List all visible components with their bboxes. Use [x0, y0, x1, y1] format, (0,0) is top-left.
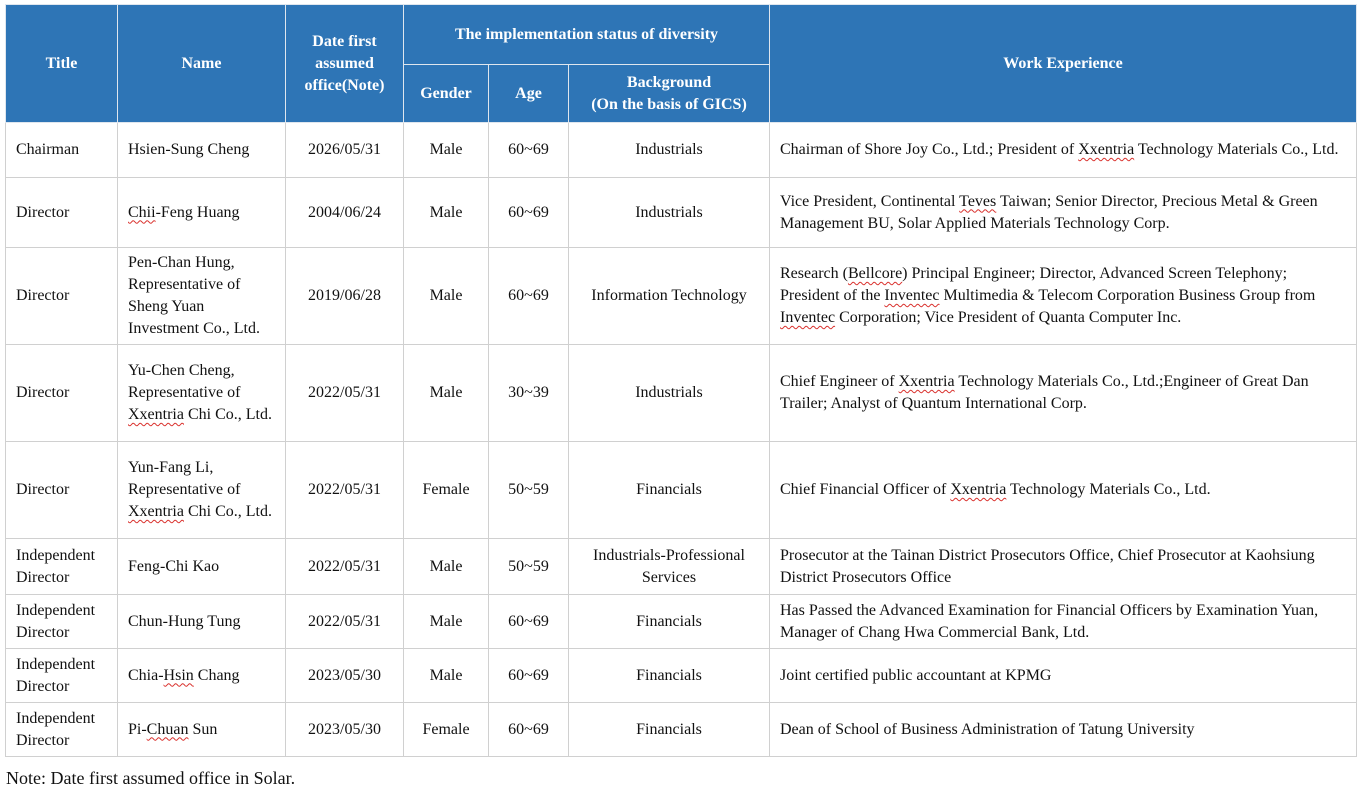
cell-date: 2022/05/31 — [286, 595, 404, 649]
cell-age: 60~69 — [489, 595, 569, 649]
cell-title: Independent Director — [6, 703, 118, 757]
cell-background: Financials — [569, 649, 770, 703]
cell-title: Director — [6, 442, 118, 539]
header-background-label: Background — [626, 73, 712, 91]
header-work-experience: Work Experience — [770, 5, 1357, 123]
table-row — [6, 178, 1357, 248]
table-row — [6, 442, 1357, 539]
cell-gender: Male — [404, 123, 489, 178]
cell-date: 2023/05/30 — [286, 649, 404, 703]
header-diversity-status: The implementation status of diversity — [404, 5, 770, 65]
cell-background: Financials — [569, 595, 770, 649]
table-row — [6, 649, 1357, 703]
cell-gender: Male — [404, 248, 489, 345]
cell-date: 2026/05/31 — [286, 123, 404, 178]
table-row — [6, 248, 1357, 345]
header-date-first-assumed: Date first assumed office(Note) — [286, 5, 404, 123]
cell-date: 2019/06/28 — [286, 248, 404, 345]
cell-title: Chairman — [6, 123, 118, 178]
cell-date: 2004/06/24 — [286, 178, 404, 248]
cell-age: 60~69 — [489, 248, 569, 345]
cell-work-experience: Chief Engineer of Xxentria Technology Materials Co., Ltd.;Engineer of Great Dan Trailer; Analyst of Quantum International Corp. — [770, 345, 1357, 442]
cell-title: Independent Director — [6, 649, 118, 703]
cell-title: Director — [6, 345, 118, 442]
cell-name: Chii-Feng Huang — [118, 178, 286, 248]
cell-name: Hsien-Sung Cheng — [118, 123, 286, 178]
cell-work-experience: Chief Financial Officer of Xxentria Technology Materials Co., Ltd. — [770, 442, 1357, 539]
footnote: Note: Date first assumed office in Solar. — [6, 768, 296, 788]
cell-work-experience: Has Passed the Advanced Examination for Financial Officers by Examination Yuan, Manager of Chang Hwa Commercial Bank, Ltd. — [770, 595, 1357, 649]
table-header — [6, 5, 1357, 123]
cell-name: Pi-Chuan Sun — [118, 703, 286, 757]
cell-date: 2022/05/31 — [286, 442, 404, 539]
header-background-basis: (On the basis of GICS) — [591, 95, 747, 113]
cell-title: Independent Director — [6, 539, 118, 595]
table-row — [6, 539, 1357, 595]
table-row — [6, 703, 1357, 757]
cell-date: 2022/05/31 — [286, 345, 404, 442]
cell-age: 60~69 — [489, 649, 569, 703]
header-title: Title — [6, 5, 118, 123]
cell-age: 50~59 — [489, 539, 569, 595]
cell-work-experience: Prosecutor at the Tainan District Prosecutors Office, Chief Prosecutor at Kaohsiung District Prosecutors Office — [770, 539, 1357, 595]
cell-age: 30~39 — [489, 345, 569, 442]
cell-title: Director — [6, 178, 118, 248]
cell-background: Financials — [569, 703, 770, 757]
cell-background: Industrials — [569, 123, 770, 178]
cell-background: Financials — [569, 442, 770, 539]
header-background — [569, 65, 770, 123]
header-name: Name — [118, 5, 286, 123]
cell-background: Information Technology — [569, 248, 770, 345]
cell-name: Feng-Chi Kao — [118, 539, 286, 595]
cell-age: 60~69 — [489, 123, 569, 178]
table-row — [6, 345, 1357, 442]
cell-date: 2022/05/31 — [286, 539, 404, 595]
cell-background: Industrials — [569, 178, 770, 248]
cell-work-experience: Research (Bellcore) Principal Engineer; Director, Advanced Screen Telephony; President of the Inventec Multimedia & Telecom Corporation Business Group from Inventec Corporation; Vice President of Quanta Computer Inc. — [770, 248, 1357, 345]
table-row — [6, 595, 1357, 649]
cell-work-experience: Dean of School of Business Administration of Tatung University — [770, 703, 1357, 757]
cell-name: Pen-Chan Hung, Representative of Sheng Yuan Investment Co., Ltd. — [118, 248, 286, 345]
cell-date: 2023/05/30 — [286, 703, 404, 757]
cell-gender: Male — [404, 345, 489, 442]
cell-title: Director — [6, 248, 118, 345]
cell-gender: Male — [404, 539, 489, 595]
cell-gender: Male — [404, 649, 489, 703]
cell-gender: Male — [404, 178, 489, 248]
cell-title: Independent Director — [6, 595, 118, 649]
cell-name: Yu-Chen Cheng, Representative of Xxentria Chi Co., Ltd. — [118, 345, 286, 442]
cell-gender: Female — [404, 703, 489, 757]
cell-age: 60~69 — [489, 703, 569, 757]
cell-name: Yun-Fang Li, Representative of Xxentria Chi Co., Ltd. — [118, 442, 286, 539]
cell-work-experience: Joint certified public accountant at KPMG — [770, 649, 1357, 703]
header-age: Age — [489, 65, 569, 123]
cell-age: 50~59 — [489, 442, 569, 539]
cell-work-experience: Chairman of Shore Joy Co., Ltd.; President of Xxentria Technology Materials Co., Ltd. — [770, 123, 1357, 178]
table-row — [6, 123, 1357, 178]
cell-age: 60~69 — [489, 178, 569, 248]
cell-name: Chun-Hung Tung — [118, 595, 286, 649]
table-body — [6, 123, 1357, 757]
cell-gender: Male — [404, 595, 489, 649]
header-gender: Gender — [404, 65, 489, 123]
cell-name: Chia-Hsin Chang — [118, 649, 286, 703]
cell-background: Industrials-Professional Services — [569, 539, 770, 595]
directors-table — [5, 4, 1357, 757]
cell-gender: Female — [404, 442, 489, 539]
cell-work-experience: Vice President, Continental Teves Taiwan; Senior Director, Precious Metal & Green Management BU, Solar Applied Materials Technology Corp. — [770, 178, 1357, 248]
cell-background: Industrials — [569, 345, 770, 442]
